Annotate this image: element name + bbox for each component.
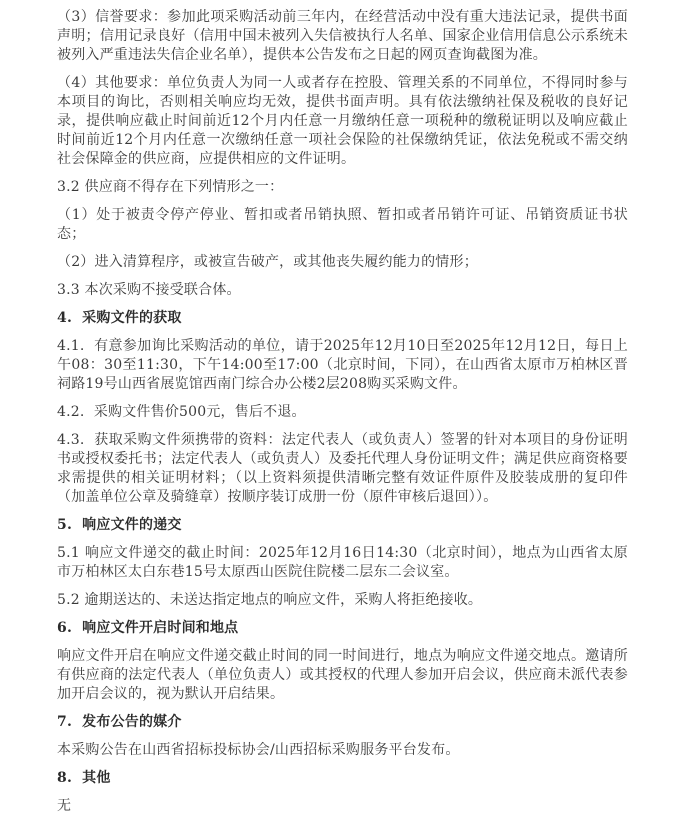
heading-section-8-other: 8. 其他 [57,770,111,786]
heading-section-5-response-submission: 5. 响应文件的递交 [57,517,182,533]
paragraph-6-body: 响应文件开启在响应文件递交截止时间的同一时间进行，地点为响应文件递交地点。邀请所有供应商的法定代表人（单位负责人）或其授权的代理人参加开启会议，供应商未派代表参加开启会议的，视为默认开启结果。 [57,648,628,702]
paragraph-8-body: 无 [57,798,72,814]
heading-section-7-announcement-media: 7. 发布公告的媒介 [57,714,182,730]
paragraph-7-body: 本采购公告在山西省招标投标协会/山西招标采购服务平台发布。 [57,742,460,758]
paragraph-4-3: 4.3. 获取采购文件须携带的资料：法定代表人（或负责人）签署的针对本项目的身份证明书或授权委托书；法定代表人（或负责人）及委托代理人身份证明文件；满足供应商资格要求需提供的相关证明材料；（以上资料须提供清晰完整有效证件原件及胶装成册的复印件（加盖单位公章及骑缝章）按顺序装订成册一份（原件审核后退回））。 [57,432,628,505]
paragraph-4-2: 4.2. 采购文件售价500元，售后不退。 [57,404,306,420]
heading-section-4-document-acquisition: 4. 采购文件的获取 [57,310,182,326]
paragraph-4-1: 4.1. 有意参加询比采购活动的单位，请于2025年12月10日至2025年12月12日，每日上午08：30至11:30，下午14:00至17:00（北京时间，下同），在山西省太原市万柏林区晋祠路19号山西省展览馆西南门综合办公楼2层208购买采购文件。 [57,338,628,392]
paragraph-3-2-intro: 3.2 供应商不得存在下列情形之一： [57,179,284,195]
paragraph-3-2-item-2: （2）进入清算程序，或被宣告破产，或其他丧失履约能力的情形； [57,254,478,270]
paragraph-5-1: 5.1 响应文件递交的截止时间：2025年12月16日14:30（北京时间），地点为山西省太原市万柏林区太白东巷15号太原西山医院住院楼二层东二会议室。 [57,545,628,580]
paragraph-5-2: 5.2 逾期送达的、未送达指定地点的响应文件，采购人将拒绝接收。 [57,592,483,608]
paragraph-3-3: 3.3 本次采购不接受联合体。 [57,282,241,298]
heading-section-6-opening-time-place: 6. 响应文件开启时间和地点 [57,620,239,636]
paragraph-credit-requirement: （3）信誉要求：参加此项采购活动前三年内，在经营活动中没有重大违法记录，提供书面声明；信用记录良好（信用中国未被列入失信被执行人名单、国家企业信用信息公示系统未被列入严重违法失信企业名单），提供本公告发布之日起的网页查询截图为准。 [57,9,628,63]
paragraph-other-requirements: （4）其他要求：单位负责人为同一人或者存在控股、管理关系的不同单位，不得同时参与本项目的询比，否则相关响应均无效，提供书面声明。具有依法缴纳社保及税收的良好记录，提供响应截止时间前近12个月内任意一月缴纳任意一项税种的缴税证明以及响应截止时间前近12个月内任意一次缴纳任意一项社会保险的社保缴纳凭证，依法免税或不需交纳社会保障金的供应商，应提供相应的文件证明。 [57,75,628,167]
paragraph-3-2-item-1: （1）处于被责令停产停业、暂扣或者吊销执照、暂扣或者吊销许可证、吊销资质证书状态； [57,207,628,242]
